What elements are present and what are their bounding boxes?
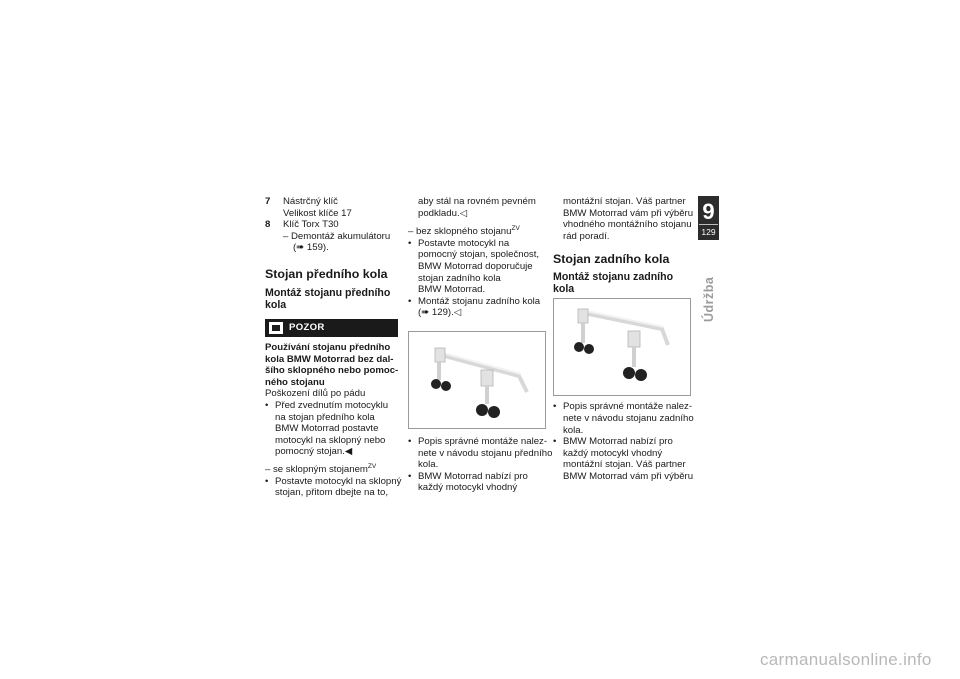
item-number: 8 (265, 219, 271, 231)
subsection-title: Montáž stojanu předního kola (265, 286, 391, 311)
column-2: aby stál na rovném pevném podkladu.◁ – bez sklopného stojanu$^{ZV}$ • Postavte motocykl na pomocný stojan, společnost, BMW Motorrad doporučuje stojan zadního kola BMW Motorrad. • Montáž stojanu zadního kola (➠ 129).◁ • Popis správné montáže nalez- nete v návodu stojanu předního kola. • BMW Motorrad nabízí pro každý motocykl vhodný (408, 196, 553, 494)
watermark: carmanualsonline.info (760, 650, 932, 669)
subsection-title: Montáž stojanu zadního kola (553, 271, 674, 296)
bullet-icon: • (408, 470, 412, 482)
bullet-icon: • (408, 435, 412, 447)
warning-consequence: Poškození dílů po pádu (265, 388, 366, 400)
tool-name: Klíč Torx T30 (283, 219, 339, 231)
item-number: 7 (265, 196, 271, 207)
column-1 (265, 196, 405, 499)
list-item: • Popis správné montáže nalez- nete v návodu stojanu zadního kola. (553, 401, 694, 436)
warning-bar (265, 319, 398, 337)
bullet-icon: • (553, 436, 557, 448)
paddock-stand-illustration (554, 299, 690, 395)
warning-bullet: • Před zvednutím motocyklu na stojan předního kola BMW Motorrad postavte motocykl na sklopný nebo pomocný stojan.◀ (265, 399, 389, 458)
column-3: montážní stojan. Váš partner BMW Motorrad vám při výběru vhodného montážního stojanu rád poradí. Stojan zadního kola Montáž stojanu zadního kola • Popis správné montáže nalez- nete v návodu stojanu zadního kola. • BMW Motorrad nabízí pro každý motocykl vhodný montážní stojan. Váš partner BMW Motorrad vám při výběru (553, 196, 694, 482)
page-number: 129 (701, 227, 716, 237)
option-marker: ZV (511, 225, 520, 233)
chapter-divider (699, 224, 718, 225)
tool-name: Nástrčný klíč (283, 196, 338, 207)
rear-stand-figure (553, 298, 691, 396)
tool-item-8 (265, 219, 405, 254)
chapter-number: 9 (702, 199, 715, 224)
section-title: Stojan zadního kola (553, 252, 670, 267)
warning-heading: Používání stojanu předního kola BMW Motorrad bez dal- šího sklopného nebo pomoc- ného stojanu (265, 341, 399, 388)
front-stand-figure (408, 331, 546, 429)
warning-hand-icon (269, 322, 283, 334)
tool-spec: Velikost klíče 17 (283, 207, 352, 219)
list-item: • Postavte motocykl na sklopný stojan, přitom dbejte na to, (265, 475, 402, 499)
option-marker: ZV (367, 462, 377, 470)
bullet-icon: • (265, 399, 269, 411)
list-item: • Montáž stojanu zadního kola (➠ 129).◁ (408, 295, 541, 319)
chapter-title: Údržba (702, 276, 716, 322)
tool-item-7 (265, 196, 405, 219)
paddock-stand-illustration (409, 332, 545, 428)
tool-usage: – Demontáž akumulátoru (283, 230, 391, 242)
section-title: Stojan předního kola (265, 266, 388, 281)
list-item: • Postavte motocykl na pomocný stojan, společnost, BMW Motorrad doporučuje stojan zadního kola BMW Motorrad. (408, 237, 540, 296)
list-item: • BMW Motorrad nabízí pro každý motocykl vhodný (408, 470, 528, 494)
option-without-stand: – bez sklopného stojanu$^{ZV}$ (408, 225, 520, 238)
option-with-stand: – se sklopným stojanem$^{ZV}$ (265, 462, 377, 475)
chapter-tab (698, 196, 719, 240)
bullet-icon: • (265, 475, 269, 487)
bullet-icon: • (408, 237, 412, 249)
list-item: • BMW Motorrad nabízí pro každý motocykl vhodný montážní stojan. Váš partner BMW Motorrad vám při výběru (553, 436, 694, 482)
warning-label: POZOR (289, 322, 325, 334)
list-item: • Popis správné montáže nalez- nete v návodu stojanu předního kola. (408, 435, 553, 471)
bullet-icon: • (553, 401, 557, 413)
page-reference: (➠ 159). (293, 242, 329, 254)
bullet-icon: • (408, 295, 412, 307)
